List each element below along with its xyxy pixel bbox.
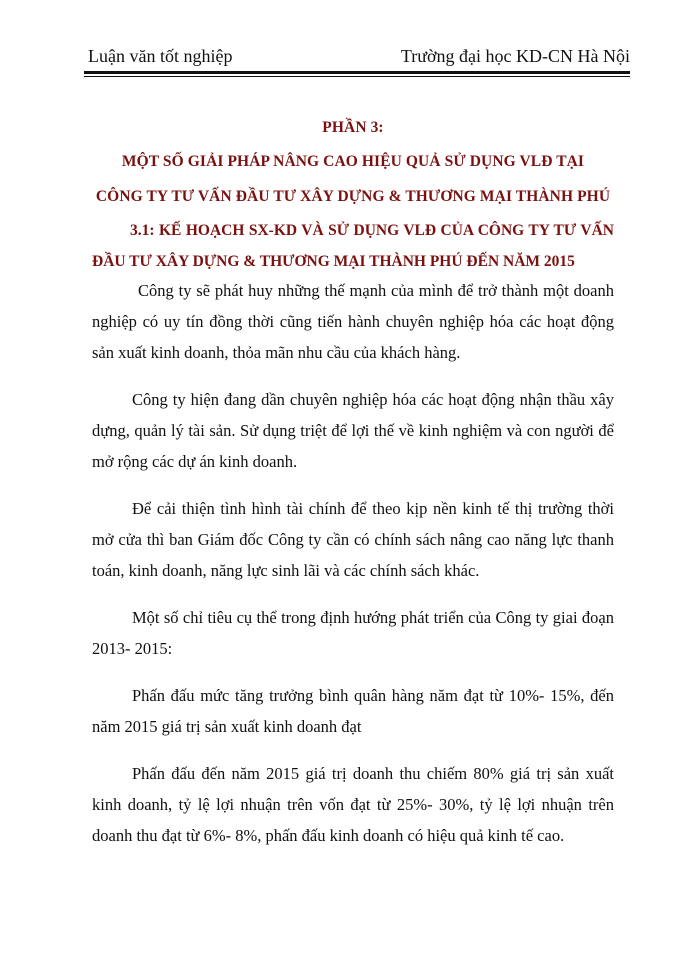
header-university-label: Trường đại học KD-CN Hà Nội: [400, 46, 630, 66]
part-title: PHẦN 3:: [322, 119, 384, 136]
section-heading: 3.1: KẾ HOẠCH SX-KD VÀ SỬ DỤNG VLĐ CỦA CÔNG TY TƯ VẤN ĐẦU TƯ XÂY DỰNG & THƯƠNG MẠI THÀNH PHÚ ĐẾN NĂM 2015: [92, 222, 614, 270]
header-thesis-label: Luận văn tốt nghiệp: [88, 46, 233, 66]
paragraph-2: Công ty hiện đang dần chuyên nghiệp hóa các hoạt động nhận thầu xây dựng, quản lý tài sản. Sử dụng triệt để lợi thế về kinh nghiệm và con người để mở rộng các dự án kinh doanh.: [92, 390, 614, 471]
document-body: [92, 118, 614, 851]
paragraph-4: Một số chỉ tiêu cụ thể trong định hướng phát triển của Công ty giai đoạn 2013- 2015:: [92, 608, 614, 658]
paragraph-5: Phấn đấu mức tăng trưởng bình quân hàng năm đạt từ 10%- 15%, đến năm 2015 giá trị sản xuất kinh doanh đạt: [92, 686, 614, 736]
paragraph-6: Phấn đấu đến năm 2015 giá trị doanh thu chiếm 80% giá trị sản xuất kinh doanh, tỷ lệ lợi nhuận trên vốn đạt từ 25%- 30%, tỷ lệ lợi nhuận trên doanh thu đạt từ 6%- 8%, phấn đấu kinh doanh có hiệu quả kinh tế cao.: [92, 764, 614, 845]
page-header: [82, 42, 628, 70]
chapter-title-line-1: MỘT SỐ GIẢI PHÁP NÂNG CAO HIỆU QUẢ SỬ DỤNG VLĐ TẠI: [121, 153, 585, 170]
chapter-title-line-2: CÔNG TY TƯ VẤN ĐẦU TƯ XÂY DỰNG & THƯƠNG MẠI THÀNH PHÚ: [95, 188, 611, 205]
paragraph-1: Công ty sẽ phát huy những thế mạnh của mình để trở thành một doanh nghiệp có uy tín đồng thời cũng tiến hành chuyên nghiệp hóa các hoạt động sản xuất kinh doanh, thỏa mãn nhu cầu của khách hàng.: [92, 281, 614, 362]
header-rule-thick: [84, 71, 630, 74]
header-rule-thin: [84, 76, 630, 77]
paragraph-3: Để cải thiện tình hình tài chính để theo kịp nền kinh tế thị trường thời mở cửa thì ban Giám đốc Công ty cần có chính sách nâng cao năng lực thanh toán, kinh doanh, năng lực sinh lãi và các chính sách khác.: [92, 499, 614, 580]
